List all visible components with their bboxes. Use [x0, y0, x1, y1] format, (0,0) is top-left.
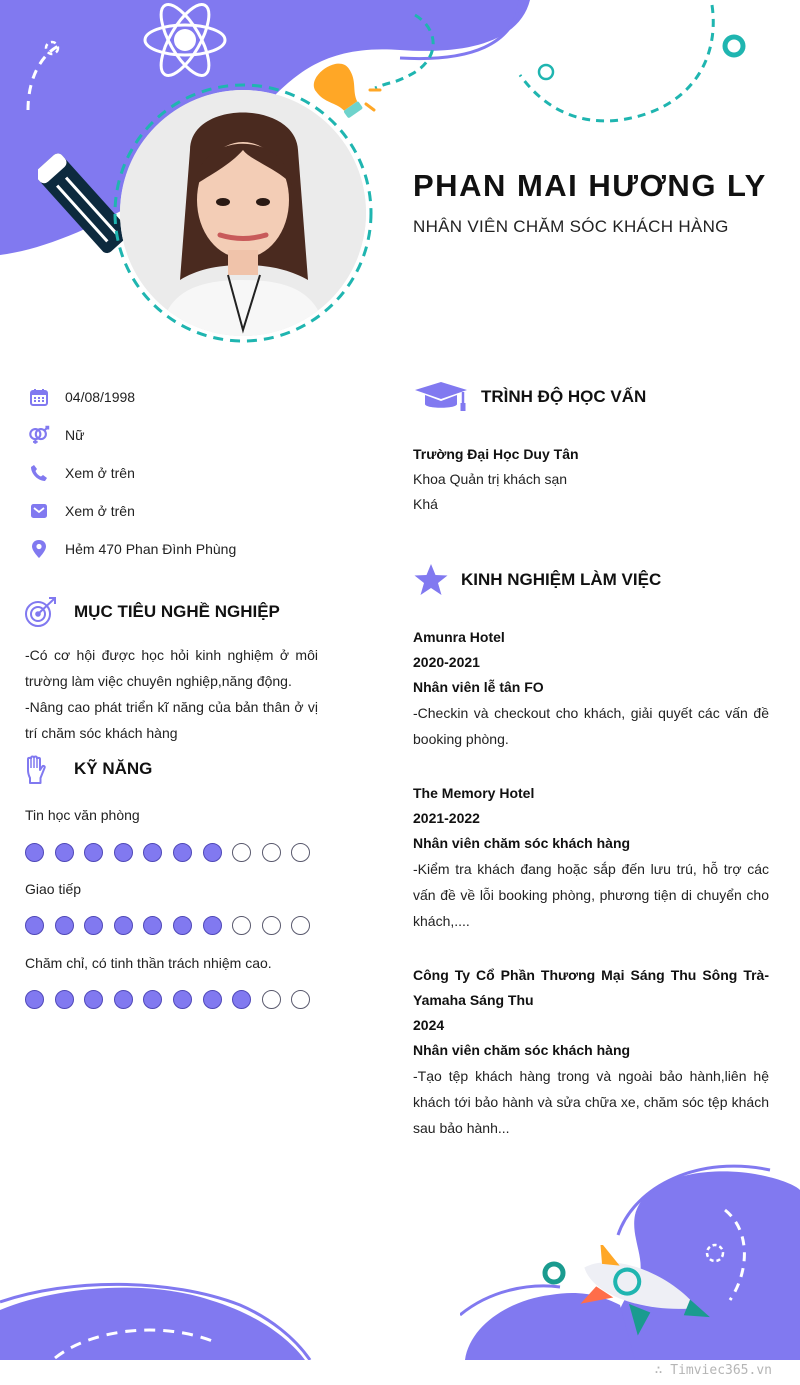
rating-dot-filled	[203, 990, 222, 1009]
email-icon	[28, 500, 50, 522]
calendar-icon	[28, 386, 50, 408]
education-school: Trường Đại Học Duy Tân	[413, 446, 579, 462]
skill-rating-3	[25, 990, 321, 1009]
rating-dot-filled	[55, 990, 74, 1009]
experience-company: The Memory Hotel	[413, 785, 535, 801]
address-value: Hẻm 470 Phan Đình Phùng	[65, 541, 237, 557]
candidate-name: PHAN MAI HƯƠNG LY	[413, 168, 767, 203]
target-icon	[24, 596, 58, 628]
graduation-cap-icon	[413, 380, 469, 414]
education-major: Khoa Quản trị khách sạn	[413, 471, 568, 487]
gender-icon	[28, 424, 50, 446]
rating-dot-filled	[143, 843, 162, 862]
experience-title: KINH NGHIỆM LÀM VIỆC	[461, 570, 662, 589]
rating-dot-filled	[25, 990, 44, 1009]
education-grade: Khá	[413, 496, 438, 512]
skill-name-2: Giao tiếp	[25, 881, 82, 897]
experience-item-2	[413, 781, 769, 934]
skill-rating-2	[25, 916, 321, 935]
job-title: NHÂN VIÊN CHĂM SÓC KHÁCH HÀNG	[413, 217, 729, 236]
gender-value: Nữ	[65, 427, 85, 443]
phone-icon	[28, 462, 50, 484]
rating-dot-filled	[203, 916, 222, 935]
watermark: ∴ Timviec365.vn	[654, 1363, 772, 1378]
rating-dot-filled	[55, 916, 74, 935]
avatar	[120, 90, 366, 336]
skill-rating-1	[25, 843, 321, 862]
skills-title: KỸ NĂNG	[74, 759, 153, 778]
rating-dot-filled	[25, 916, 44, 935]
skills-heading	[24, 754, 152, 784]
rating-dot-filled	[55, 843, 74, 862]
contact-birthdate	[28, 384, 358, 410]
location-icon	[28, 538, 50, 560]
skill-name-1: Tin học văn phòng	[25, 807, 140, 823]
rating-dot-filled	[203, 843, 222, 862]
contact-address	[28, 536, 358, 562]
objective-title: MỤC TIÊU NGHỀ NGHIỆP	[74, 602, 280, 621]
experience-period: 2021-2022	[413, 810, 480, 826]
rating-dot-filled	[114, 990, 133, 1009]
rating-dot-filled	[173, 916, 192, 935]
bottom-left-blob	[0, 1280, 320, 1360]
rating-dot-empty	[291, 843, 310, 862]
rating-dot-filled	[84, 843, 103, 862]
rating-dot-filled	[84, 990, 103, 1009]
objective-heading	[24, 596, 280, 628]
phone-value: Xem ở trên	[65, 465, 135, 481]
rating-dot-empty	[262, 843, 281, 862]
contact-email	[28, 498, 358, 524]
star-icon	[413, 563, 449, 597]
rocket-icon	[540, 1245, 730, 1345]
rating-dot-filled	[173, 990, 192, 1009]
rating-dot-empty	[232, 916, 251, 935]
experience-item-1	[413, 625, 769, 752]
rating-dot-filled	[143, 916, 162, 935]
experience-company: Amunra Hotel	[413, 629, 505, 645]
rating-dot-filled	[232, 990, 251, 1009]
experience-role: Nhân viên chăm sóc khách hàng	[413, 1042, 631, 1058]
rating-dot-empty	[262, 990, 281, 1009]
experience-role: Nhân viên chăm sóc khách hàng	[413, 835, 631, 851]
experience-description: -Tạo tệp khách hàng trong và ngoài bảo hành,liên hệ khách tới bảo hành và sửa chữa xe, chăm sóc tệp khách sau bảo hành...	[413, 1068, 769, 1136]
rating-dot-empty	[291, 990, 310, 1009]
experience-heading	[413, 563, 661, 597]
rating-dot-empty	[291, 916, 310, 935]
experience-company: Công Ty Cổ Phần Thương Mại Sáng Thu Sông Trà-Yamaha Sáng Thu	[413, 967, 769, 1008]
objective-text-1: -Có cơ hội được học hỏi kinh nghiệm ở môi trường làm việc chuyên nghiệp,năng động.	[25, 647, 318, 689]
rating-dot-filled	[114, 843, 133, 862]
education-heading	[413, 380, 646, 414]
objective-text-2: -Nâng cao phát triển kĩ năng của bản thân ở vị trí chăm sóc khách hàng	[25, 699, 318, 741]
birthdate-value: 04/08/1998	[65, 389, 136, 405]
email-value: Xem ở trên	[65, 503, 135, 519]
experience-description: -Checkin và checkout cho khách, giải quyết các vấn đề booking phòng.	[413, 705, 769, 747]
rating-dot-filled	[84, 916, 103, 935]
rating-dot-filled	[143, 990, 162, 1009]
skill-name-3: Chăm chỉ, có tinh thần trách nhiệm cao.	[25, 955, 272, 971]
rating-dot-filled	[25, 843, 44, 862]
atom-icon	[140, 2, 230, 82]
rating-dot-filled	[114, 916, 133, 935]
contact-phone	[28, 460, 358, 486]
experience-period: 2020-2021	[413, 654, 480, 670]
rating-dot-filled	[173, 843, 192, 862]
experience-description: -Kiểm tra khách đang hoặc sắp đến lưu trú, hỗ trợ các vấn đề về lỗi booking phòng, phương tiện di chuyển cho khách,....	[413, 861, 769, 929]
experience-item-3	[413, 963, 769, 1141]
education-title: TRÌNH ĐỘ HỌC VẤN	[481, 387, 647, 406]
experience-role: Nhân viên lễ tân FO	[413, 679, 544, 695]
rating-dot-empty	[262, 916, 281, 935]
contact-gender	[28, 422, 358, 448]
rating-dot-empty	[232, 843, 251, 862]
experience-period: 2024	[413, 1017, 445, 1033]
hand-icon	[24, 754, 46, 784]
